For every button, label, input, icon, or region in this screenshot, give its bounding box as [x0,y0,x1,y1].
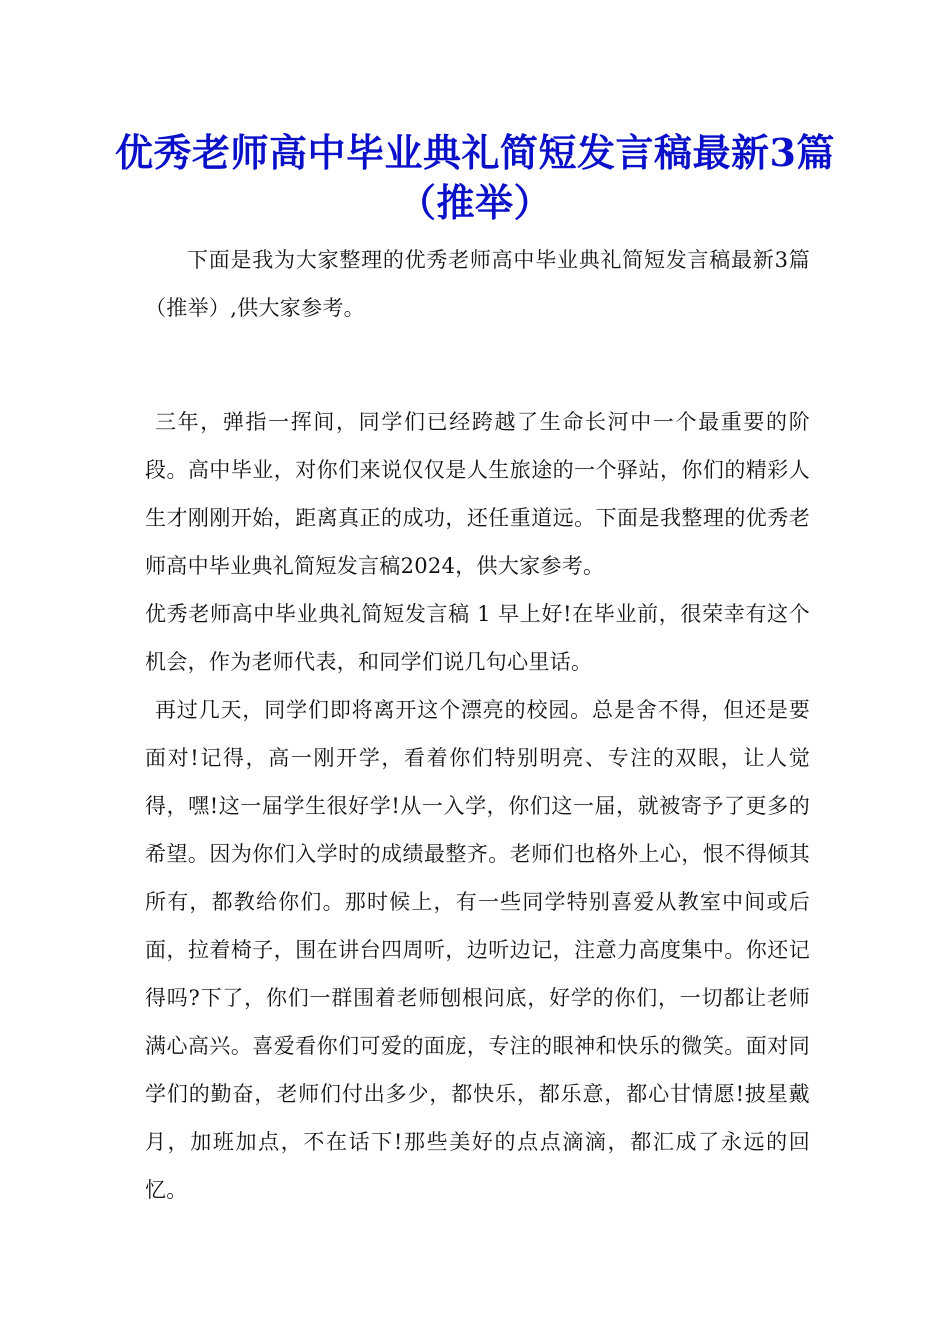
body-paragraph-3: 再过几天，同学们即将离开这个漂亮的校园。总是舍不得，但还是要面对!记得，高一刚开学，看着你们特别明亮、专注的双眼，让人觉得，嘿!这一届学生很好学!从一入学，你们这一届，就被寄予了更多的希望。因为你们入学时的成绩最整齐。老师们也格外上心，恨不得倾其所有，都教给你们。那时候上，有一些同学特别喜爱从教室中间或后面，拉着椅子，围在讲台四周听，边听边记，注意力高度集中。你还记得吗?下了，你们一群围着老师刨根问底，好学的你们，一切都让老师满心高兴。喜爱看你们可爱的面庞，专注的眼神和快乐的微笑。面对同学们的勤奋，老师们付出多少，都快乐，都乐意，都心甘情愿!披星戴月，加班加点，不在话下!那些美好的点点滴滴，都汇成了永远的回忆。 [145,698,810,1202]
intro-paragraph: 下面是我为大家整理的优秀老师高中毕业典礼简短发言稿最新3篇（推举）,供大家参考。 [145,248,810,320]
paragraph-spacer [145,332,810,398]
document-body [145,236,810,1214]
body-paragraph-1: 三年，弹指一挥间，同学们已经跨越了生命长河中一个最重要的阶段。高中毕业，对你们来说仅仅是人生旅途的一个驿站，你们的精彩人生才刚刚开始，距离真正的成功，还任重道远。下面是我整理的优秀老师高中毕业典礼简短发言稿2024，供大家参考。 [145,410,810,578]
document-title: 优秀老师高中毕业典礼简短发言稿最新3篇（推举） [115,130,835,225]
body-paragraph-2: 优秀老师高中毕业典礼简短发言稿 1 早上好!在毕业前，很荣幸有这个机会，作为老师代表，和同学们说几句心里话。 [145,602,810,674]
